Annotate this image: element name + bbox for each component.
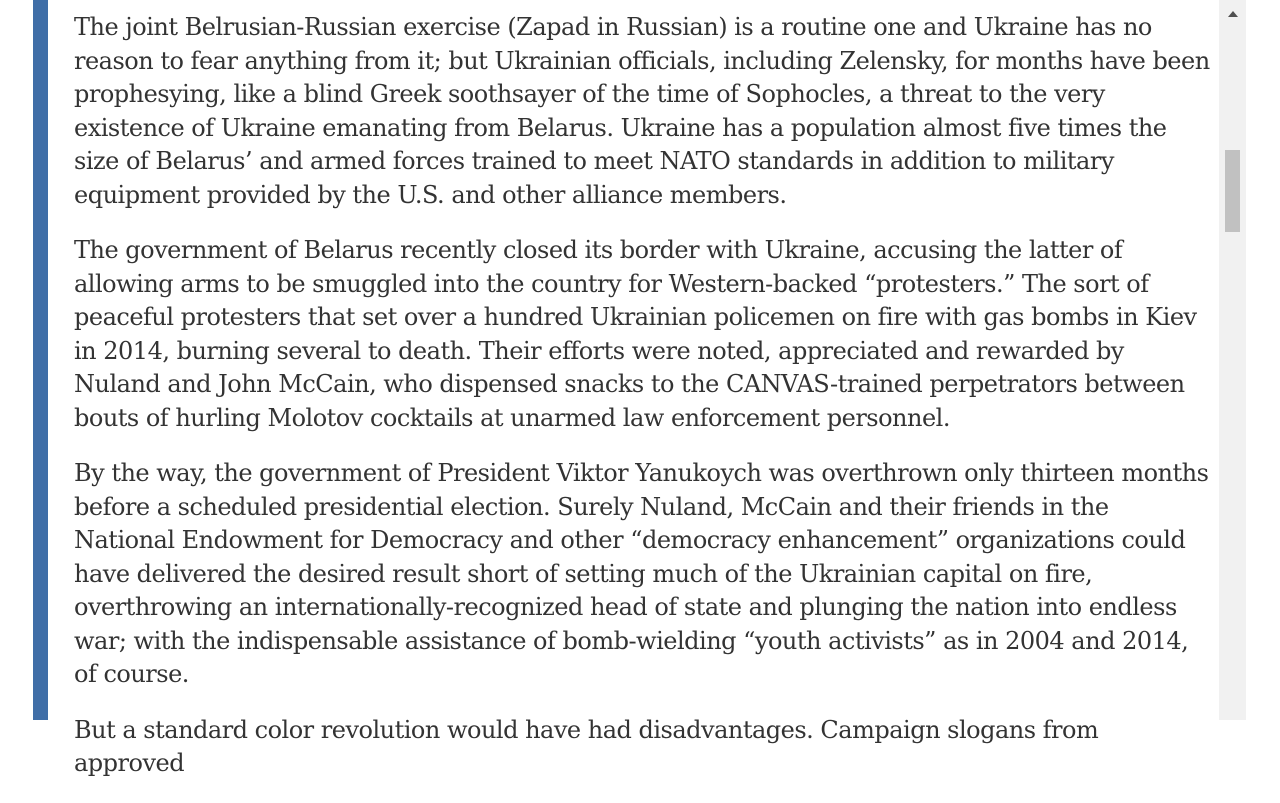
right-margin — [1246, 0, 1280, 720]
article-paragraph-3: By the way, the government of President Viktor Yanukoych was overthrown only thirteen months before a scheduled presidential election. Surely Nuland, McCain and their friends in the National Endowment for Democracy and other “democracy enhancement” organizations could have delivered the desired result short of setting much of the Ukrainian capital on fire, overthrowing an internationally-recognized head of state and plunging the nation into endless war; with the indispensable assistance of bomb-wielding “youth activists” as in 2004 and 2014, of course. — [74, 459, 1209, 688]
scroll-up-button[interactable] — [1219, 0, 1246, 27]
left-margin — [0, 0, 33, 720]
scroll-thumb[interactable] — [1225, 150, 1240, 232]
article-paragraph-1: The joint Belrusian-Russian exercise (Zapad in Russian) is a routine one and Ukraine has no reason to fear anything from it; but Ukrainian officials, including Zelensky, for months have been prophesying, like a blind Greek soothsayer of the time of Sophocles, a threat to the very existence of Ukraine emanating from Belarus. Ukraine has a population almost five times the size of Belarus’ and armed forces trained to meet NATO standards in addition to military equipment provided by the U.S. and other alliance members. — [74, 13, 1210, 209]
left-accent-bar — [33, 0, 48, 720]
article-paragraph-2: The government of Belarus recently closed its border with Ukraine, accusing the latter of allowing arms to be smuggled into the country for Western-backed “protesters.” The sort of peaceful protesters that set over a hundred Ukrainian policemen on fire with gas bombs in Kiev in 2014, burning several to death. Their efforts were noted, appreciated and rewarded by Nuland and John McCain, who dispensed snacks to the CANVAS-trained perpetrators between bouts of hurling Molotov cocktails at unarmed law enforcement personnel. — [74, 236, 1197, 432]
article-body — [74, 11, 1214, 803]
triangle-up-icon — [1228, 11, 1238, 17]
vertical-scrollbar[interactable] — [1219, 0, 1246, 720]
article-paragraph-4: But a standard color revolution would have had disadvantages. Campaign slogans from approved — [74, 715, 1099, 777]
